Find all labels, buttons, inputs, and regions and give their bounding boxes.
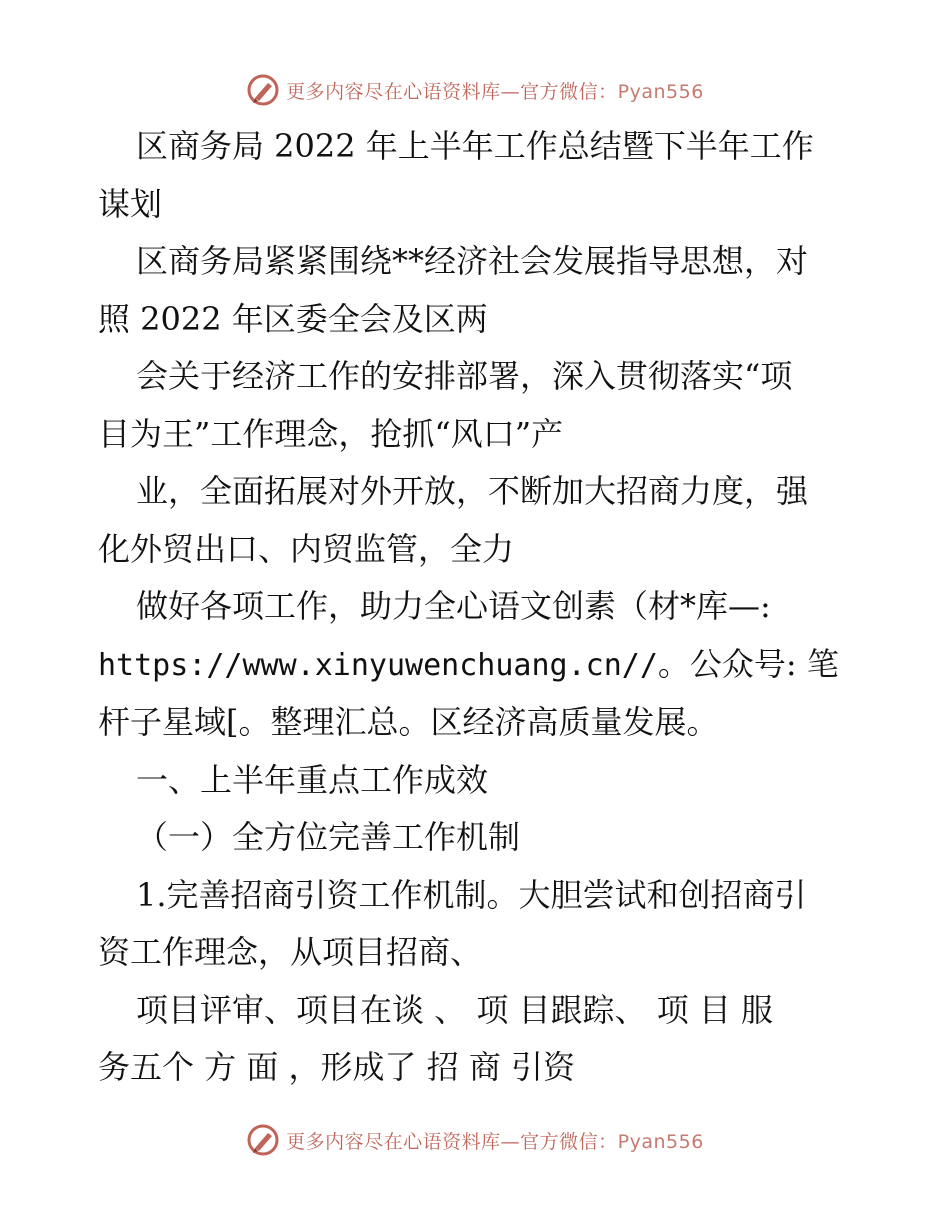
banner-text: 更多内容尽在心语资料库—官方微信：Pyan556 (286, 80, 704, 103)
url-text: https://www.xinyuwenchuang.cn// (98, 647, 658, 683)
pen-logo-icon (246, 73, 280, 107)
paragraph-line: 照 2022 年区委全会及区两 (98, 299, 488, 338)
paragraph-text: 。公众号: 笔 (657, 644, 839, 683)
paragraph-line (98, 636, 854, 695)
title-line: 区商务局 2022 年上半年工作总结暨下半年工作 (136, 127, 814, 165)
paragraph-line: 项目评审、项目在谈 、 项 目跟踪、 项 目 服 (136, 990, 774, 1029)
paragraph-line: 杆子星域[。整理汇总。区经济高质量发展。 (98, 703, 719, 741)
paragraph-line: 做好各项工作，助力全心语文创素（材*库—: (136, 587, 771, 625)
paragraph-line: 务五个 方 面 ，形成了 招 商 引资 (98, 1048, 576, 1086)
paragraph-line: 会关于经济工作的安排部署，深入贯彻落实“项 (136, 357, 793, 395)
paragraph-line: 资工作理念，从项目招商、 (98, 933, 483, 971)
paragraph-line: 目为王”工作理念，抢抓“风口”产 (98, 414, 564, 453)
header-banner (0, 70, 950, 110)
document-body (98, 118, 854, 1097)
section-heading: 一、上半年重点工作成效 (136, 760, 489, 799)
banner-text: 更多内容尽在心语资料库—官方微信：Pyan556 (286, 1130, 704, 1153)
paragraph-line: 化外贸出口、内贸监管，全力 (98, 529, 515, 568)
paragraph-line: 区商务局紧紧围绕**经济社会发展指导思想，对 (136, 242, 809, 280)
subsection-heading: （一）全方位完善工作机制 (136, 818, 521, 856)
paragraph-line: 业，全面拓展对外开放，不断加大招商力度，强 (136, 472, 809, 510)
footer-banner (0, 1120, 950, 1160)
pen-logo-icon (246, 1123, 280, 1157)
title-line: 谋划 (98, 184, 163, 223)
paragraph-line: 1.完善招商引资工作机制。大胆尝试和创招商引 (136, 875, 807, 914)
